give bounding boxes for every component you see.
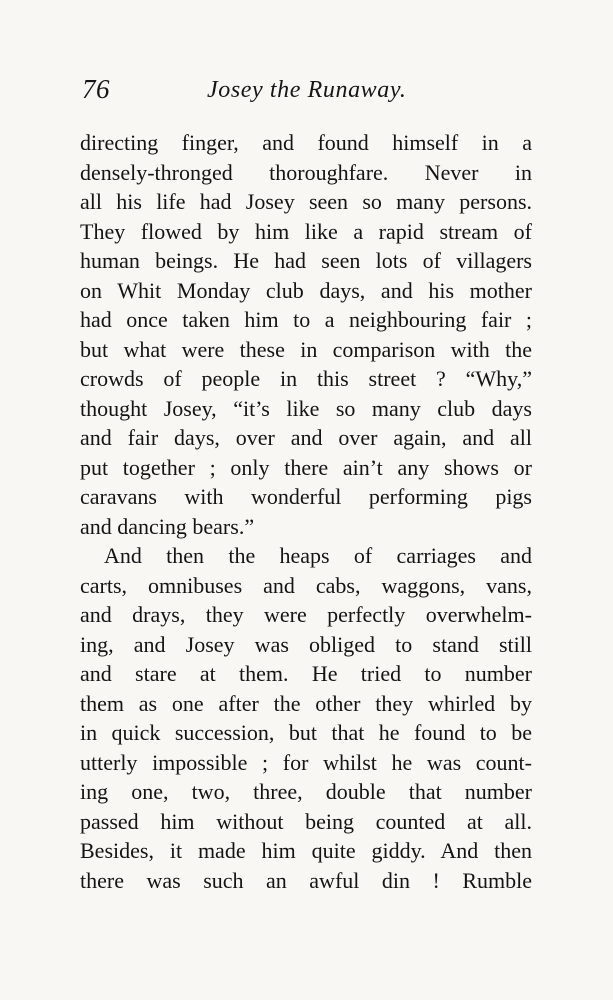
running-title: Josey the Runaway. <box>207 77 407 103</box>
paragraph-end-line: and dancing bears.” <box>80 513 255 539</box>
text-line: caravans with wonderful performing pigs <box>80 484 532 509</box>
text-line: there was such an awful din ! Rumble <box>80 867 532 893</box>
text-line: and drays, they were perfectly overwhelm- <box>80 602 532 627</box>
text-line: densely-thronged thoroughfare. Never in <box>80 159 532 185</box>
text-line: all his life had Josey seen so many persons. <box>80 189 532 214</box>
text-line: but what were these in comparison with the <box>80 336 532 362</box>
page-number: 76 <box>82 74 110 104</box>
text-line: utterly impossible ; for whilst he was count- <box>80 749 532 775</box>
text-line: and stare at them. He tried to number <box>80 661 532 686</box>
running-head <box>82 72 532 112</box>
text-line: They flowed by him like a rapid stream of <box>80 218 532 244</box>
text-line: passed him without being counted at all. <box>80 808 532 834</box>
text-line: carts, omnibuses and cabs, waggons, vans, <box>80 572 532 598</box>
body-text <box>80 128 532 895</box>
text-line: had once taken him to a neighbouring fair ; <box>80 307 532 332</box>
text-line: on Whit Monday club days, and his mother <box>80 277 532 303</box>
text-line: thought Josey, “it’s like so many club days <box>80 395 532 421</box>
text-line: ing one, two, three, double that number <box>80 779 532 804</box>
text-line: ing, and Josey was obliged to stand still <box>80 631 532 657</box>
text-line: crowds of people in this street ? “Why,” <box>80 366 532 391</box>
text-line: human beings. He had seen lots of villagers <box>80 248 532 273</box>
text-line: put together ; only there ain’t any shows or <box>80 454 532 480</box>
text-line: and fair days, over and over again, and all <box>80 425 532 450</box>
paragraph-start-line: And then the heaps of carriages and <box>104 543 532 568</box>
text-line: Besides, it made him quite giddy. And then <box>80 838 532 863</box>
text-line: directing finger, and found himself in a <box>80 130 532 155</box>
text-line: them as one after the other they whirled by <box>80 690 532 716</box>
text-line: in quick succession, but that he found to be <box>80 720 532 745</box>
